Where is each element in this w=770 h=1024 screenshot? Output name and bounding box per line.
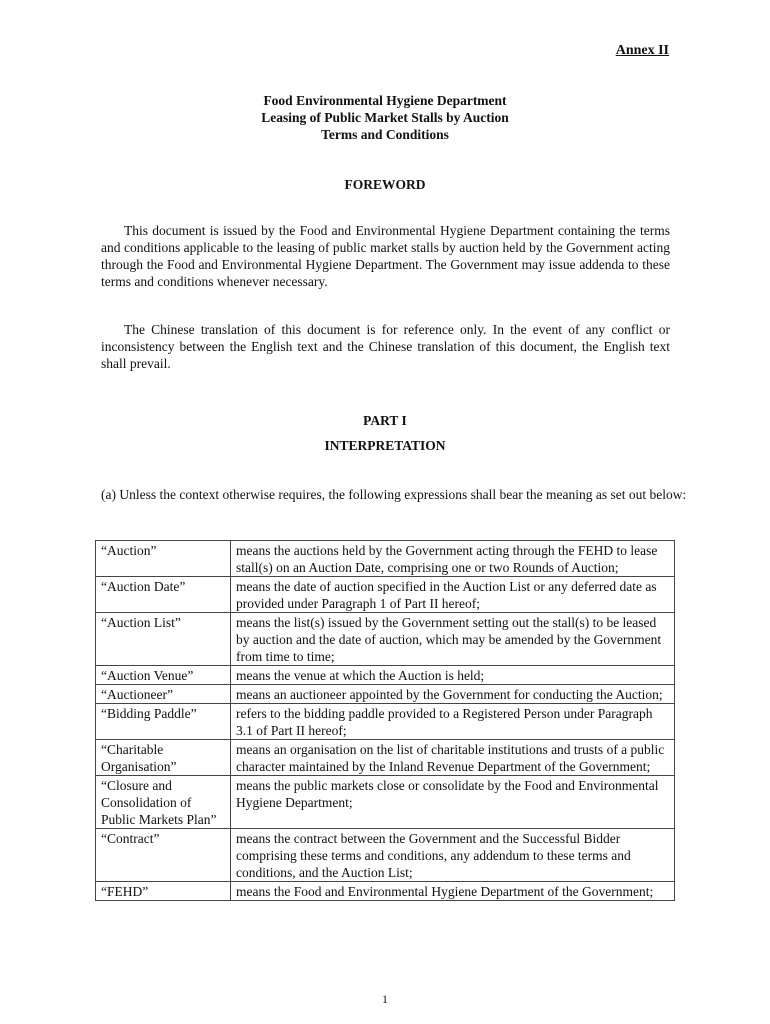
definition-term: “FEHD” (96, 882, 231, 901)
table-row (96, 613, 675, 666)
part-title: PART I (363, 413, 407, 428)
definition-term: “Auction” (96, 541, 231, 577)
definition-term: “Contract” (96, 829, 231, 882)
definition-meaning: means an auctioneer appointed by the Government for conducting the Auction; (231, 685, 675, 704)
foreword-paragraph-1: This document is issued by the Food and Environmental Hygiene Department containing the terms and conditions applicable to the leasing of public market stalls by auction held by the Government acting through the Food and Environmental Hygiene Department. The Government may issue addenda to these terms and conditions whenever necessary. (101, 223, 670, 289)
table-row (96, 666, 675, 685)
annex-label: Annex II (615, 43, 669, 58)
definition-meaning: means the date of auction specified in the Auction List or any deferred date as provided under Paragraph 1 of Part II hereof; (231, 577, 675, 613)
foreword-heading: FOREWORD (344, 177, 426, 192)
definition-meaning: means the Food and Environmental Hygiene Department of the Government; (231, 882, 675, 901)
definition-meaning: means the contract between the Government and the Successful Bidder comprising these terms and conditions, any addendum to these terms and conditions, and the Auction List; (231, 829, 675, 882)
table-row (96, 685, 675, 704)
definition-term: “Auctioneer” (96, 685, 231, 704)
interpretation-clause-a: (a) Unless the context otherwise requires, the following expressions shall bear the meaning as set out below: (101, 487, 687, 502)
table-row (96, 704, 675, 740)
table-row (96, 541, 675, 577)
definition-meaning: refers to the bidding paddle provided to a Registered Person under Paragraph 3.1 of Part II hereof; (231, 704, 675, 740)
table-row (96, 577, 675, 613)
table-row (96, 829, 675, 882)
definition-meaning: means the public markets close or consolidate by the Food and Environmental Hygiene Department; (231, 776, 675, 829)
definition-term: “Auction Date” (96, 577, 231, 613)
definition-term: “Auction List” (96, 613, 231, 666)
page-number: 1 (382, 992, 388, 1006)
title-line-1: Food Environmental Hygiene Department (263, 93, 507, 108)
document-title (0, 92, 770, 143)
part-subtitle: INTERPRETATION (324, 438, 446, 453)
table-row (96, 882, 675, 901)
definition-meaning: means the list(s) issued by the Government setting out the stall(s) to be leased by auction and the date of auction, which may be amended by the Government from time to time; (231, 613, 675, 666)
definition-meaning: means an organisation on the list of charitable institutions and trusts of a public character maintained by the Inland Revenue Department of the Government; (231, 740, 675, 776)
definition-term: “Auction Venue” (96, 666, 231, 685)
table-row (96, 776, 675, 829)
definition-meaning: means the venue at which the Auction is held; (231, 666, 675, 685)
title-line-3: Terms and Conditions (321, 127, 449, 142)
definition-meaning: means the auctions held by the Government acting through the FEHD to lease stall(s) on an Auction Date, comprising one or two Rounds of Auction; (231, 541, 675, 577)
definition-term: “Closure and Consolidation of Public Markets Plan” (96, 776, 231, 829)
title-line-2: Leasing of Public Market Stalls by Auction (261, 110, 509, 125)
definition-term: “Charitable Organisation” (96, 740, 231, 776)
foreword-paragraph-2: The Chinese translation of this document is for reference only. In the event of any conflict or inconsistency between the English text and the Chinese translation of this document, the English text shall prevail. (101, 322, 670, 371)
table-row (96, 740, 675, 776)
definitions-table (95, 540, 675, 901)
definition-term: “Bidding Paddle” (96, 704, 231, 740)
